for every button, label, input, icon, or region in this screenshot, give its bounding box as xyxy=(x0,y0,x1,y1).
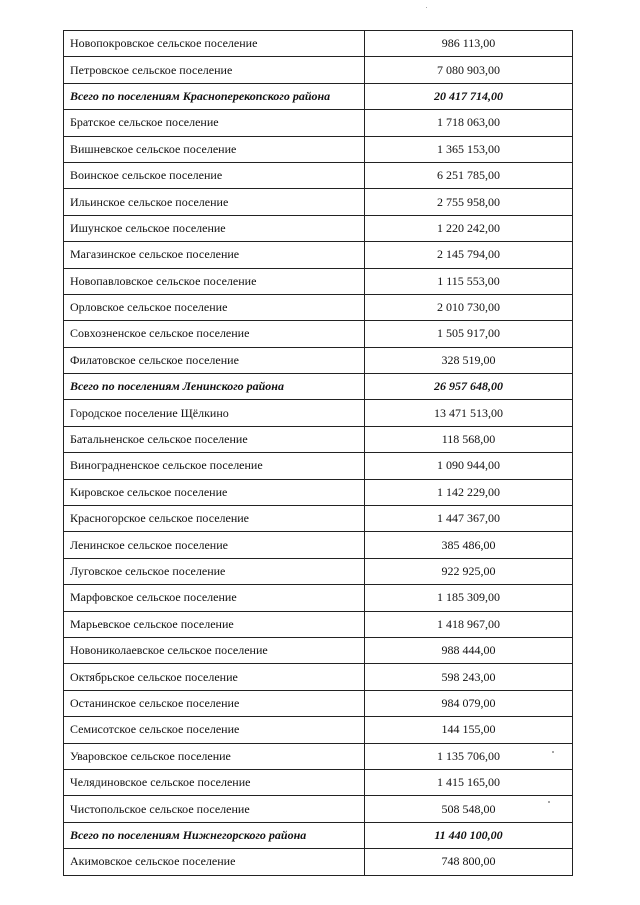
settlement-name-cell: Чистопольское сельское поселение xyxy=(64,796,365,822)
settlement-name-cell: Кировское сельское поселение xyxy=(64,479,365,505)
amount-cell: 986 113,00 xyxy=(365,31,573,57)
settlement-name-cell: Новопавловское сельское поселение xyxy=(64,268,365,294)
settlement-name-cell: Братское сельское поселение xyxy=(64,110,365,136)
table-row xyxy=(64,717,573,743)
amount-cell: 26 957 648,00 xyxy=(365,374,573,400)
table-row xyxy=(64,585,573,611)
settlement-name-cell: Ленинское сельское поселение xyxy=(64,532,365,558)
settlement-name-cell: Всего по поселениям Красноперекопского района xyxy=(64,83,365,109)
amount-cell: 144 155,00 xyxy=(365,717,573,743)
amount-cell: 984 079,00 xyxy=(365,690,573,716)
settlement-name-cell: Совхозненское сельское поселение xyxy=(64,321,365,347)
amount-cell: 1 090 944,00 xyxy=(365,453,573,479)
settlement-name-cell: Виноградненское сельское поселение xyxy=(64,453,365,479)
settlement-name-cell: Челядиновское сельское поселение xyxy=(64,769,365,795)
table-row xyxy=(64,479,573,505)
settlement-name-cell: Вишневское сельское поселение xyxy=(64,136,365,162)
table-row xyxy=(64,743,573,769)
table-row xyxy=(64,637,573,663)
settlement-name-cell: Петровское сельское поселение xyxy=(64,57,365,83)
table-row xyxy=(64,294,573,320)
table-row xyxy=(64,532,573,558)
settlement-name-cell: Уваровское сельское поселение xyxy=(64,743,365,769)
table-row xyxy=(64,426,573,452)
table-row xyxy=(64,162,573,188)
table-row xyxy=(64,57,573,83)
table-row xyxy=(64,796,573,822)
settlement-name-cell: Всего по поселениям Ленинского района xyxy=(64,374,365,400)
settlement-name-cell: Красногорское сельское поселение xyxy=(64,506,365,532)
table-row xyxy=(64,268,573,294)
settlement-name-cell: Акимовское сельское поселение xyxy=(64,849,365,875)
amount-cell: 13 471 513,00 xyxy=(365,400,573,426)
table-row xyxy=(64,611,573,637)
table-row xyxy=(64,347,573,373)
amount-cell: 6 251 785,00 xyxy=(365,162,573,188)
settlement-name-cell: Ильинское сельское поселение xyxy=(64,189,365,215)
amount-cell: 118 568,00 xyxy=(365,426,573,452)
amount-cell: 2 010 730,00 xyxy=(365,294,573,320)
amount-cell: 1 365 153,00 xyxy=(365,136,573,162)
total-row xyxy=(64,374,573,400)
table-row xyxy=(64,136,573,162)
amount-cell: 1 418 967,00 xyxy=(365,611,573,637)
settlements-table xyxy=(63,30,573,876)
settlement-name-cell: Марфовское сельское поселение xyxy=(64,585,365,611)
amount-cell: 1 185 309,00 xyxy=(365,585,573,611)
table-row xyxy=(64,215,573,241)
settlement-name-cell: Марьевское сельское поселение xyxy=(64,611,365,637)
amount-cell: 328 519,00 xyxy=(365,347,573,373)
amount-cell: 20 417 714,00 xyxy=(365,83,573,109)
settlement-name-cell: Орловское сельское поселение xyxy=(64,294,365,320)
amount-cell: 1 220 242,00 xyxy=(365,215,573,241)
settlement-name-cell: Луговское сельское поселение xyxy=(64,558,365,584)
table-row xyxy=(64,664,573,690)
settlement-name-cell: Семисотское сельское поселение xyxy=(64,717,365,743)
amount-cell: 2 755 958,00 xyxy=(365,189,573,215)
settlement-name-cell: Октябрьское сельское поселение xyxy=(64,664,365,690)
amount-cell: 2 145 794,00 xyxy=(365,242,573,268)
amount-cell: 1 718 063,00 xyxy=(365,110,573,136)
table-row xyxy=(64,558,573,584)
settlement-name-cell: Ишунское сельское поселение xyxy=(64,215,365,241)
settlement-name-cell: Магазинское сельское поселение xyxy=(64,242,365,268)
amount-cell: 1 142 229,00 xyxy=(365,479,573,505)
scan-speck xyxy=(548,801,550,803)
amount-cell: 385 486,00 xyxy=(365,532,573,558)
scan-speck xyxy=(426,7,427,8)
table-row xyxy=(64,769,573,795)
table-row xyxy=(64,506,573,532)
settlement-name-cell: Останинское сельское поселение xyxy=(64,690,365,716)
table-row xyxy=(64,400,573,426)
amount-cell: 11 440 100,00 xyxy=(365,822,573,848)
table-row xyxy=(64,242,573,268)
amount-cell: 1 115 553,00 xyxy=(365,268,573,294)
amount-cell: 508 548,00 xyxy=(365,796,573,822)
table-row xyxy=(64,321,573,347)
settlement-name-cell: Всего по поселениям Нижнегорского района xyxy=(64,822,365,848)
settlement-name-cell: Воинское сельское поселение xyxy=(64,162,365,188)
amount-cell: 922 925,00 xyxy=(365,558,573,584)
amount-cell: 1 447 367,00 xyxy=(365,506,573,532)
total-row xyxy=(64,822,573,848)
table-row xyxy=(64,31,573,57)
settlement-name-cell: Новониколаевское сельское поселение xyxy=(64,637,365,663)
amount-cell: 988 444,00 xyxy=(365,637,573,663)
table-row xyxy=(64,110,573,136)
total-row xyxy=(64,83,573,109)
table-row xyxy=(64,690,573,716)
table-row xyxy=(64,453,573,479)
table-row xyxy=(64,189,573,215)
amount-cell: 1 415 165,00 xyxy=(365,769,573,795)
amount-cell: 598 243,00 xyxy=(365,664,573,690)
scan-speck xyxy=(552,751,554,753)
amount-cell: 1 505 917,00 xyxy=(365,321,573,347)
settlement-name-cell: Новопокровское сельское поселение xyxy=(64,31,365,57)
settlement-name-cell: Филатовское сельское поселение xyxy=(64,347,365,373)
settlement-name-cell: Городское поселение Щёлкино xyxy=(64,400,365,426)
settlements-table-body xyxy=(64,31,573,876)
table-row xyxy=(64,849,573,875)
settlement-name-cell: Батальненское сельское поселение xyxy=(64,426,365,452)
amount-cell: 1 135 706,00 xyxy=(365,743,573,769)
amount-cell: 748 800,00 xyxy=(365,849,573,875)
amount-cell: 7 080 903,00 xyxy=(365,57,573,83)
